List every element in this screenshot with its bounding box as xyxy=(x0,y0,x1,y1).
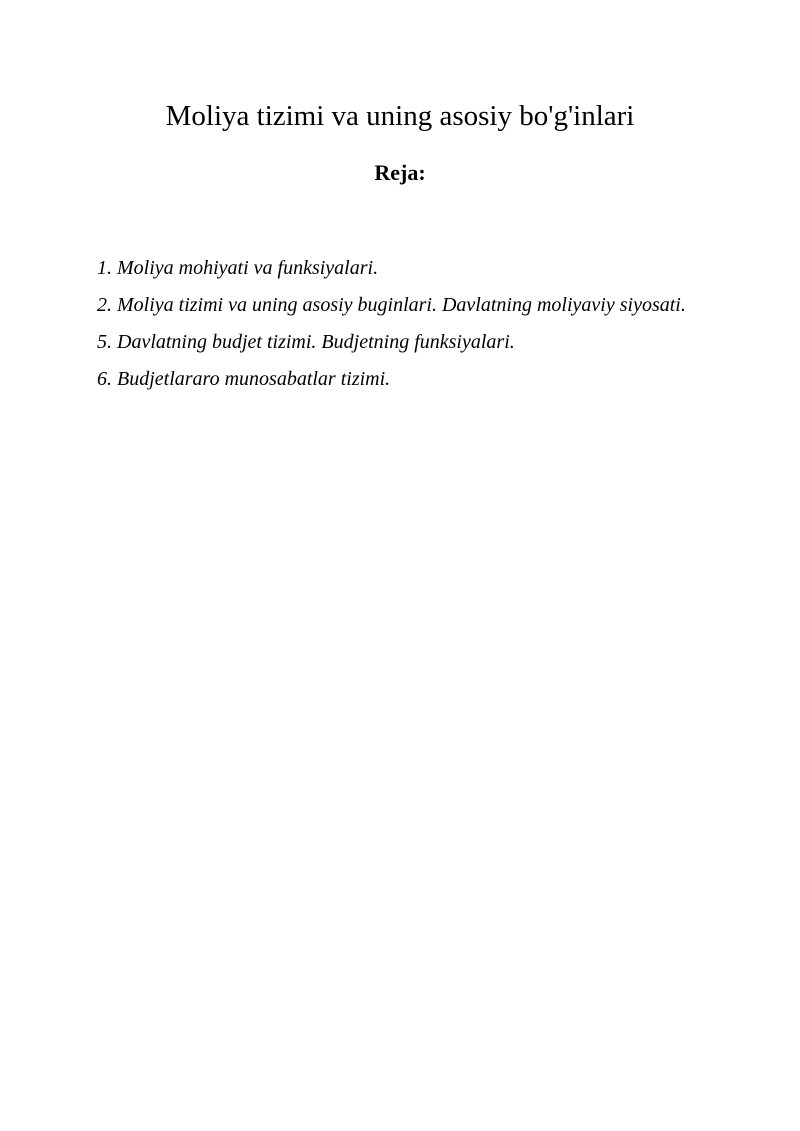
document-title: Moliya tizimi va uning asosiy bo'g'inlari xyxy=(165,100,635,132)
plan-heading: Reja: xyxy=(374,160,426,185)
plan-item-6: 6. Budjetlararo munosabatlar tizimi. xyxy=(97,368,391,390)
plan-item-5: 5. Davlatning budjet tizimi. Budjetning funksiyalari. xyxy=(97,331,515,353)
plan-list xyxy=(97,250,697,398)
plan-item-2: 2. Moliya tizimi va uning asosiy buginlari. Davlatning moliyaviy siyosati. xyxy=(97,294,686,316)
plan-item-1: 1. Moliya mohiyati va funksiyalari. xyxy=(97,257,379,279)
